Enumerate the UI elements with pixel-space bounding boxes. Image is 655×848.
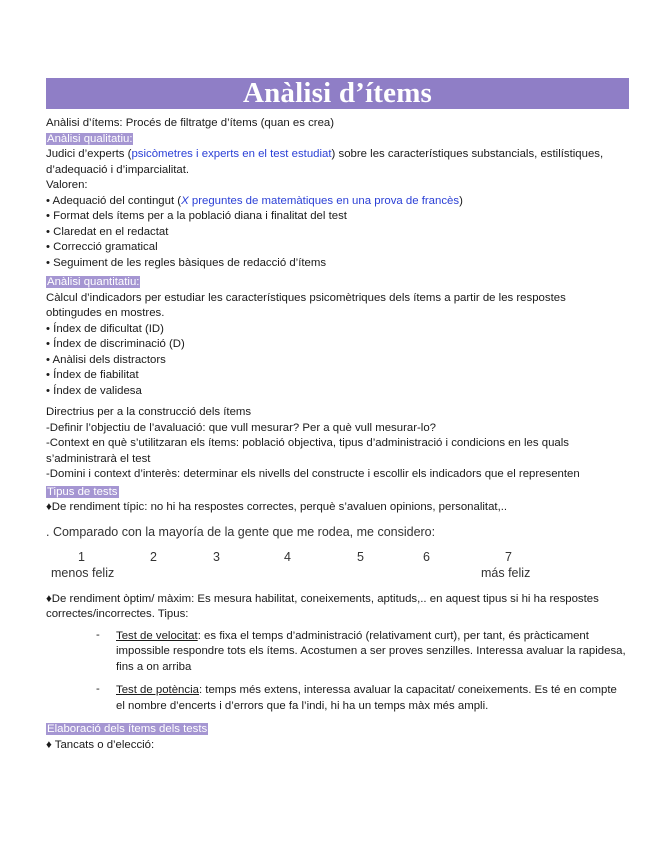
power-test-text: : temps més extens, interessa avaluar la capacitat/ coneixements. Es té en compte el nombre d’encerts i d’errors que fa l’indi, hi ha un temps màx més ampli. [116, 684, 617, 712]
quantitative-item: • Índex de validesa [46, 384, 142, 397]
list-dash: - [96, 683, 100, 695]
scale-number: 3 [213, 549, 220, 564]
guideline-line: -Domini i context d’interès: determinar els nivells del constructe i escollir els indicadors que el representen [46, 468, 580, 480]
scale-number: 1 [78, 549, 85, 564]
scale-number: 2 [150, 549, 157, 564]
optimal-performance-2: correctes/incorrectes. Tipus: [46, 608, 189, 620]
power-test-label: Test de potència [116, 684, 199, 696]
qualitative-heading [46, 132, 632, 148]
guideline-line: -Context en què s’utilitzaran els ítems: població objectiva, tipus d’administració i condicions en les quals [46, 437, 569, 449]
guideline-line: -Definir l’objectiu de l’avaluació: que vull mesurar? Per a què vull mesurar-lo? [46, 421, 436, 434]
rating-scale [46, 550, 632, 588]
judgement-line [46, 147, 632, 163]
qualitative-item: • Format dels ítems per a la població diana i finalitat del test [46, 210, 347, 222]
intro-text: Anàlisi d’ítems: Procés de filtratge d’ítems (quan es crea) [46, 117, 335, 129]
optimal-performance-1: ♦De rendiment òptim/ màxim: Es mesura habilitat, coneixements, aptituds,.. en aquest tipus si hi ha respostes [46, 592, 599, 605]
quantitative-item: • Índex de dificultat (ID) [46, 322, 164, 335]
scale-low-label: menos feliz [51, 565, 115, 580]
qualitative-heading-label: Anàlisi qualitatiu: [47, 132, 133, 145]
page-title: Anàlisi d’ítems [46, 78, 629, 109]
test-types-heading-label: Tipus de tests [47, 485, 118, 498]
quantitative-item: • Índex de discriminació (D) [46, 338, 185, 350]
item1-x: X [181, 194, 189, 207]
scale-number: 7 [505, 549, 512, 564]
scale-number: 4 [284, 549, 291, 564]
test-types-heading [46, 485, 632, 501]
qualitative-item [46, 194, 632, 210]
power-test-item [46, 683, 632, 714]
guideline-line: s’administrarà el test [46, 452, 151, 465]
quantitative-heading-label: Anàlisi quantitatiu: [47, 276, 140, 288]
qualitative-item: • Claredat en el redactat [46, 225, 169, 238]
item1-pre: • Adequació del contingut ( [46, 194, 182, 207]
scale-number: 5 [357, 549, 364, 564]
quantitative-desc-2: obtingudes en mostres. [46, 307, 165, 319]
scale-high-label: más feliz [481, 565, 531, 580]
quantitative-item: • Índex de fiabilitat [46, 369, 139, 381]
typical-performance: ♦De rendiment típic: no hi ha respostes correctes, perquè s’avaluen opinions, personalitat,.. [46, 501, 508, 513]
judgement-line-2: d’adequació i d’imparcialitat. [46, 163, 190, 176]
judgement-experts: psicòmetres i experts en el test estudiat [131, 148, 332, 160]
scale-question: . Comparado con la mayoría de la gente que me rodea, me considero: [46, 524, 436, 539]
valoren-label: Valoren: [46, 179, 88, 191]
elaboration-heading [46, 722, 632, 738]
quantitative-desc-1: Càlcul d’indicadors per estudiar les característiques psicomètriques dels ítems a partir de les respostes [46, 291, 566, 304]
item1-example: preguntes de matemàtiques en una prova de francès [191, 194, 460, 207]
qualitative-item: • Correcció gramatical [46, 241, 158, 253]
speed-test-label: Test de velocitat [116, 629, 198, 642]
item1-post: ) [459, 194, 463, 207]
judgement-pre: Judici d’experts ( [46, 148, 132, 160]
quantitative-heading [46, 275, 632, 291]
elaboration-heading-label: Elaboració dels ítems dels tests [47, 723, 208, 735]
speed-test-text: : es fixa el temps d’administració (relativament curt), per tant, és pràcticament impossible respondre tots els ítems. Acostumen a ser proves senzilles. Interessa avaluar la rapidesa, fins a on arriba [116, 629, 626, 673]
quantitative-item: • Anàlisi dels distractors [46, 353, 166, 366]
speed-test-item [46, 629, 632, 676]
closed-items: ♦ Tancats o d’elecció: [46, 738, 155, 751]
list-dash: - [96, 628, 100, 641]
qualitative-item: • Seguiment de les regles bàsiques de redacció d’ítems [46, 256, 327, 269]
document-page [46, 78, 632, 753]
scale-number: 6 [423, 549, 430, 564]
judgement-post: ) sobre les característiques substancials, estilístiques, [331, 148, 604, 160]
guidelines-heading: Directrius per a la construcció dels ítems [46, 406, 252, 418]
